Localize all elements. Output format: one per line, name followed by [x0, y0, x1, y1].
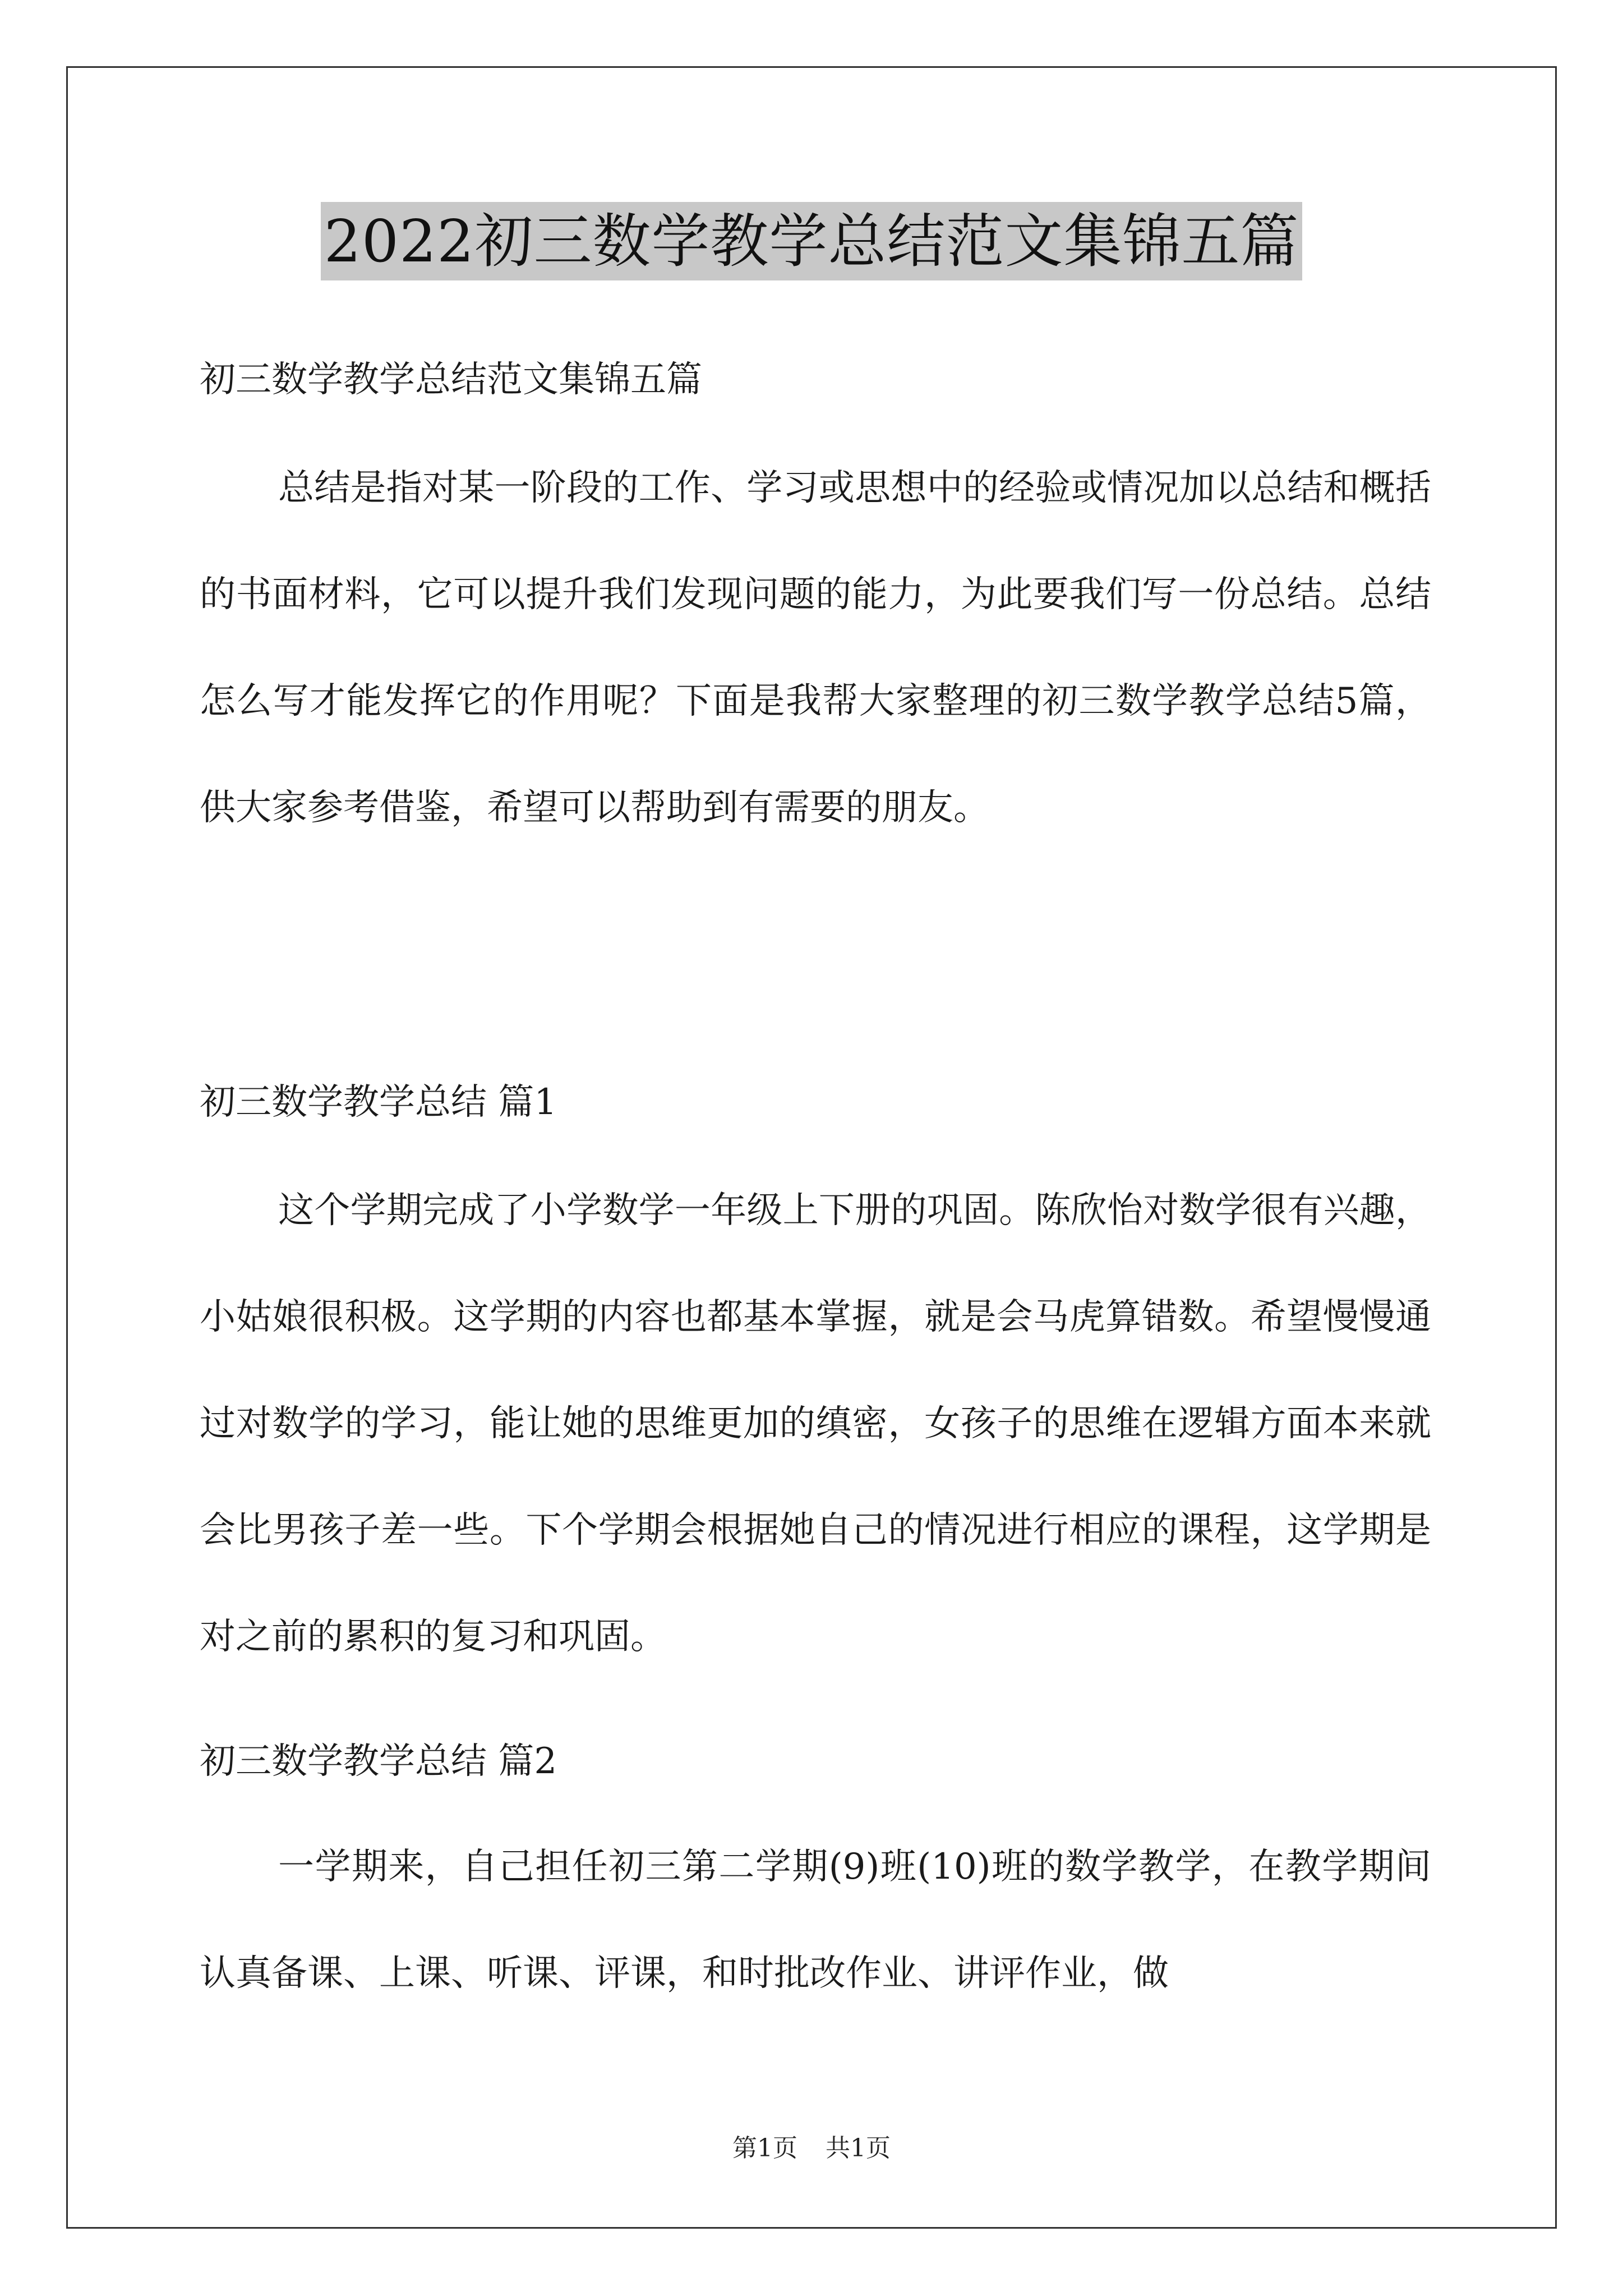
- section-heading-2: 初三数学教学总结 篇2: [200, 1741, 557, 1782]
- intro-paragraph: 总结是指对某一阶段的工作、学习或思想中的经验或情况加以总结和概括的书面材料，它可以提升我们发现问题的能力，为此要我们写一份总结。总结怎么写才能发挥它的作用呢？下面是我帮大家整理的初三数学教学总结5篇，供大家参考借鉴，希望可以帮助到有需要的朋友。: [200, 467, 1431, 829]
- document-title: 2022初三数学教学总结范文集锦五篇: [321, 202, 1303, 280]
- section-body-1: 这个学期完成了小学数学一年级上下册的巩固。陈欣怡对数学很有兴趣，小姑娘很积极。这学期的内容也都基本掌握，就是会马虎算错数。希望慢慢通过对数学的学习，能让她的思维更加的缜密，女孩子的思维在逻辑方面本来就会比男孩子差一些。下个学期会根据她自己的情况进行相应的课程，这学期是对之前的累积的复习和巩固。: [200, 1190, 1431, 1658]
- section-heading-1: 初三数学教学总结 篇1: [200, 1082, 557, 1123]
- document-subtitle: 初三数学教学总结范文集锦五篇: [200, 359, 702, 401]
- section-body-2: 一学期来，自己担任初三第二学期(9)班(10)班的数学教学，在教学期间认真备课、上课、听课、评课，和时批改作业、讲评作业，做: [200, 1846, 1431, 1994]
- title-container: [0, 202, 1623, 280]
- page-footer: [0, 2132, 1623, 2165]
- page-number: 第1页: [732, 2134, 797, 2162]
- page-total: 共1页: [826, 2134, 891, 2162]
